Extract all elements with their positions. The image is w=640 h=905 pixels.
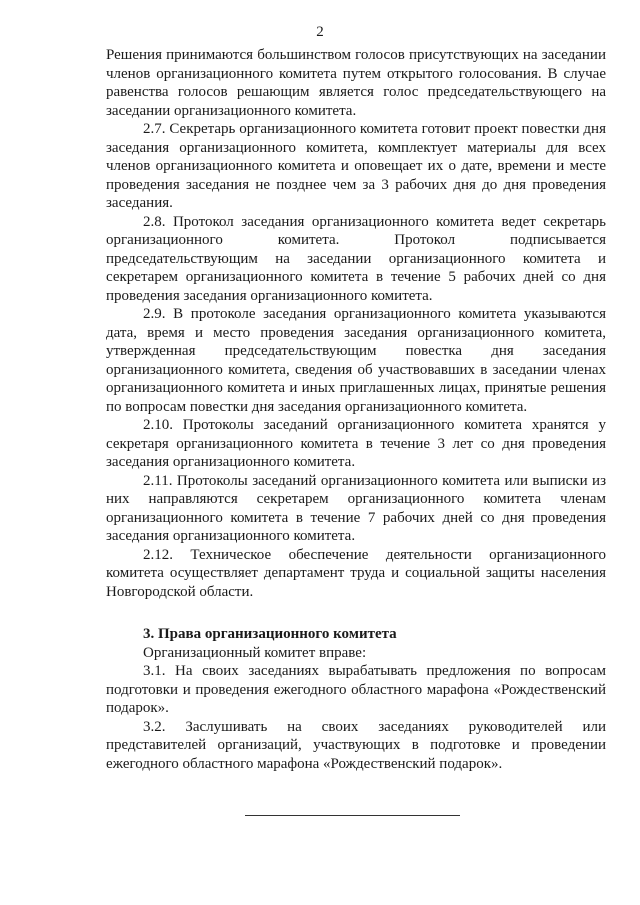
paragraph-2-7: 2.7. Секретарь организационного комитета готовит проект повестки дня заседания организационного комитета, комплектует материалы для всех членов организационного комитета и оповещает их о дате, времени и месте проведения заседания не позднее чем за 3 рабочих дня до дня проведения заседания. <box>106 121 606 211</box>
closing-rule <box>245 815 460 816</box>
paragraph-2-11: 2.11. Протоколы заседаний организационного комитета или выписки из них направляются секретарем организационного комитета членам организационного комитета в течение 7 рабочих дней со дня проведения заседания организационного комитета. <box>106 472 606 544</box>
paragraph-3-1: 3.1. На своих заседаниях вырабатывать предложения по вопросам подготовки и проведения ежегодного областного марафона «Рождественский подарок». <box>106 663 606 716</box>
paragraph-decisions: Решения принимаются большинством голосов присутствующих на заседании членов организационного комитета путем открытого голосования. В случае равенства голосов решающим является голос председательствующего на заседании организационного комитета. <box>106 47 606 119</box>
section-3-heading: 3. Права организационного комитета <box>143 626 397 642</box>
paragraph-2-9: 2.9. В протоколе заседания организационного комитета указываются дата, время и место проведения заседания организационного комитета, утвержденная председательствующим повестка дня заседания организационного комитета, сведения об участвовавших в заседании членах организационного комитета и иных приглашенных лицах, принятые решения по вопросам повестки дня заседания организационного комитета. <box>106 306 606 415</box>
page-number: 2 <box>316 24 324 40</box>
document-body <box>106 46 606 773</box>
paragraph-2-8: 2.8. Протокол заседания организационного комитета ведет секретарь организационного комитета. Протокол подписывается председательствующим на заседании организационного комитета и секретарем организационного комитета в течение 5 рабочих дней со дня проведения заседания организационного комитета. <box>106 213 606 304</box>
paragraph-2-12: 2.12. Техническое обеспечение деятельности организационного комитета осуществляет департамент труда и социальной защиты населения Новгородской области. <box>106 546 606 600</box>
section-3-intro: Организационный комитет вправе: <box>143 644 367 661</box>
paragraph-3-2: 3.2. Заслушивать на своих заседаниях руководителей или представителей организаций, участвующих в подготовке и проведении ежегодного областного марафона «Рождественский подарок». <box>106 718 606 772</box>
paragraph-2-10: 2.10. Протоколы заседаний организационного комитета хранятся у секретаря организационного комитета в течение 3 лет со дня проведения заседания организационного комитета. <box>106 417 606 470</box>
